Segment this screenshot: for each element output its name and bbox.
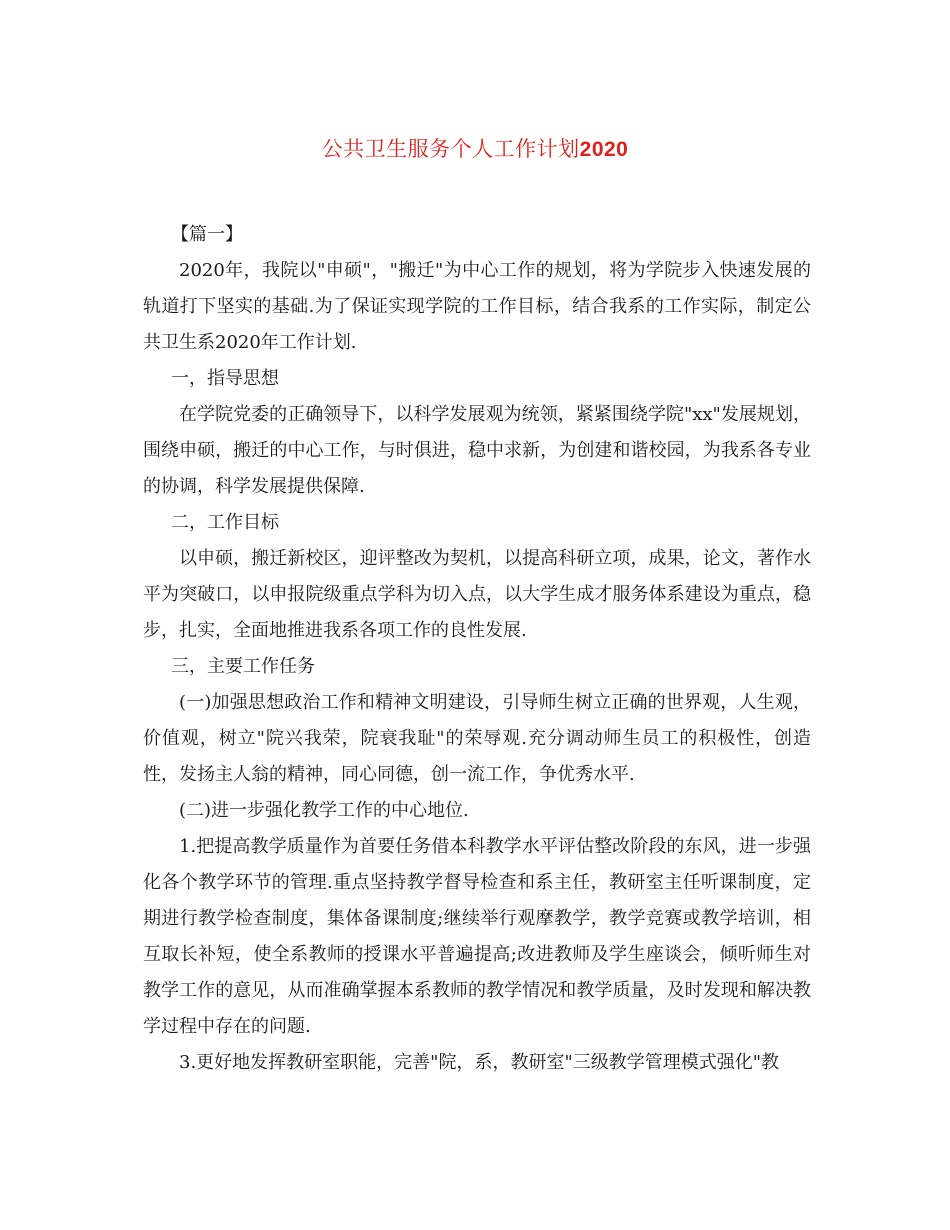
paragraph: 1.把提高教学质量作为首要任务借本科教学水平评估整改阶段的东风，进一步强化各个教学环节的管理.重点坚持教学督导检查和系主任，教研室主任听课制度，定期进行教学检查制度，集体备课制度;继续举行观摩教学，教学竞赛或教学培训，相互取长补短，使全系教师的授课水平普遍提高;改进教师及学生座谈会，倾听师生对教学工作的意见，从而准确掌握本系教师的教学情况和教学质量，及时发现和解决教学过程中存在的问题. bbox=[143, 836, 811, 1037]
paragraph: 在学院党委的正确领导下，以科学发展观为统领，紧紧围绕学院"xx"发展规划，围绕申硕，搬迁的中心工作，与时俱进，稳中求新，为创建和谐校园，为我系各专业的协调，科学发展提供保障. bbox=[143, 404, 811, 497]
paragraph: 3.更好地发挥教研室职能，完善"院，系，教研室"三级教学管理模式强化"教 bbox=[179, 1052, 780, 1073]
section-heading: 三，主要工作任务 bbox=[171, 656, 315, 677]
paragraph: (二)进一步强化教学工作的中心地位. bbox=[179, 800, 469, 821]
document-body bbox=[143, 217, 811, 1081]
section-label: 【篇一】 bbox=[171, 224, 243, 245]
paragraph: (一)加强思想政治工作和精神文明建设，引导师生树立正确的世界观，人生观，价值观，树立"院兴我荣，院衰我耻"的荣辱观.充分调动师生员工的积极性，创造性，发扬主人翁的精神，同心同德，创一流工作，争优秀水平. bbox=[143, 692, 811, 785]
section-heading: 二，工作目标 bbox=[171, 512, 279, 533]
title-text: 公共卫生服务个人工作计划 bbox=[321, 137, 580, 161]
title-year: 2020 bbox=[579, 138, 629, 161]
section-heading: 一，指导思想 bbox=[171, 368, 279, 389]
paragraph: 2020年，我院以"申硕"，"搬迁"为中心工作的规划，将为学院步入快速发展的轨道打下坚实的基础.为了保证实现学院的工作目标，结合我系的工作实际，制定公共卫生系2020年工作计划. bbox=[143, 260, 811, 353]
page-title bbox=[0, 134, 950, 165]
paragraph: 以申硕，搬迁新校区，迎评整改为契机，以提高科研立项，成果，论文，著作水平为突破口，以申报院级重点学科为切入点，以大学生成才服务体系建设为重点，稳步，扎实，全面地推进我系各项工作的良性发展. bbox=[143, 548, 811, 641]
